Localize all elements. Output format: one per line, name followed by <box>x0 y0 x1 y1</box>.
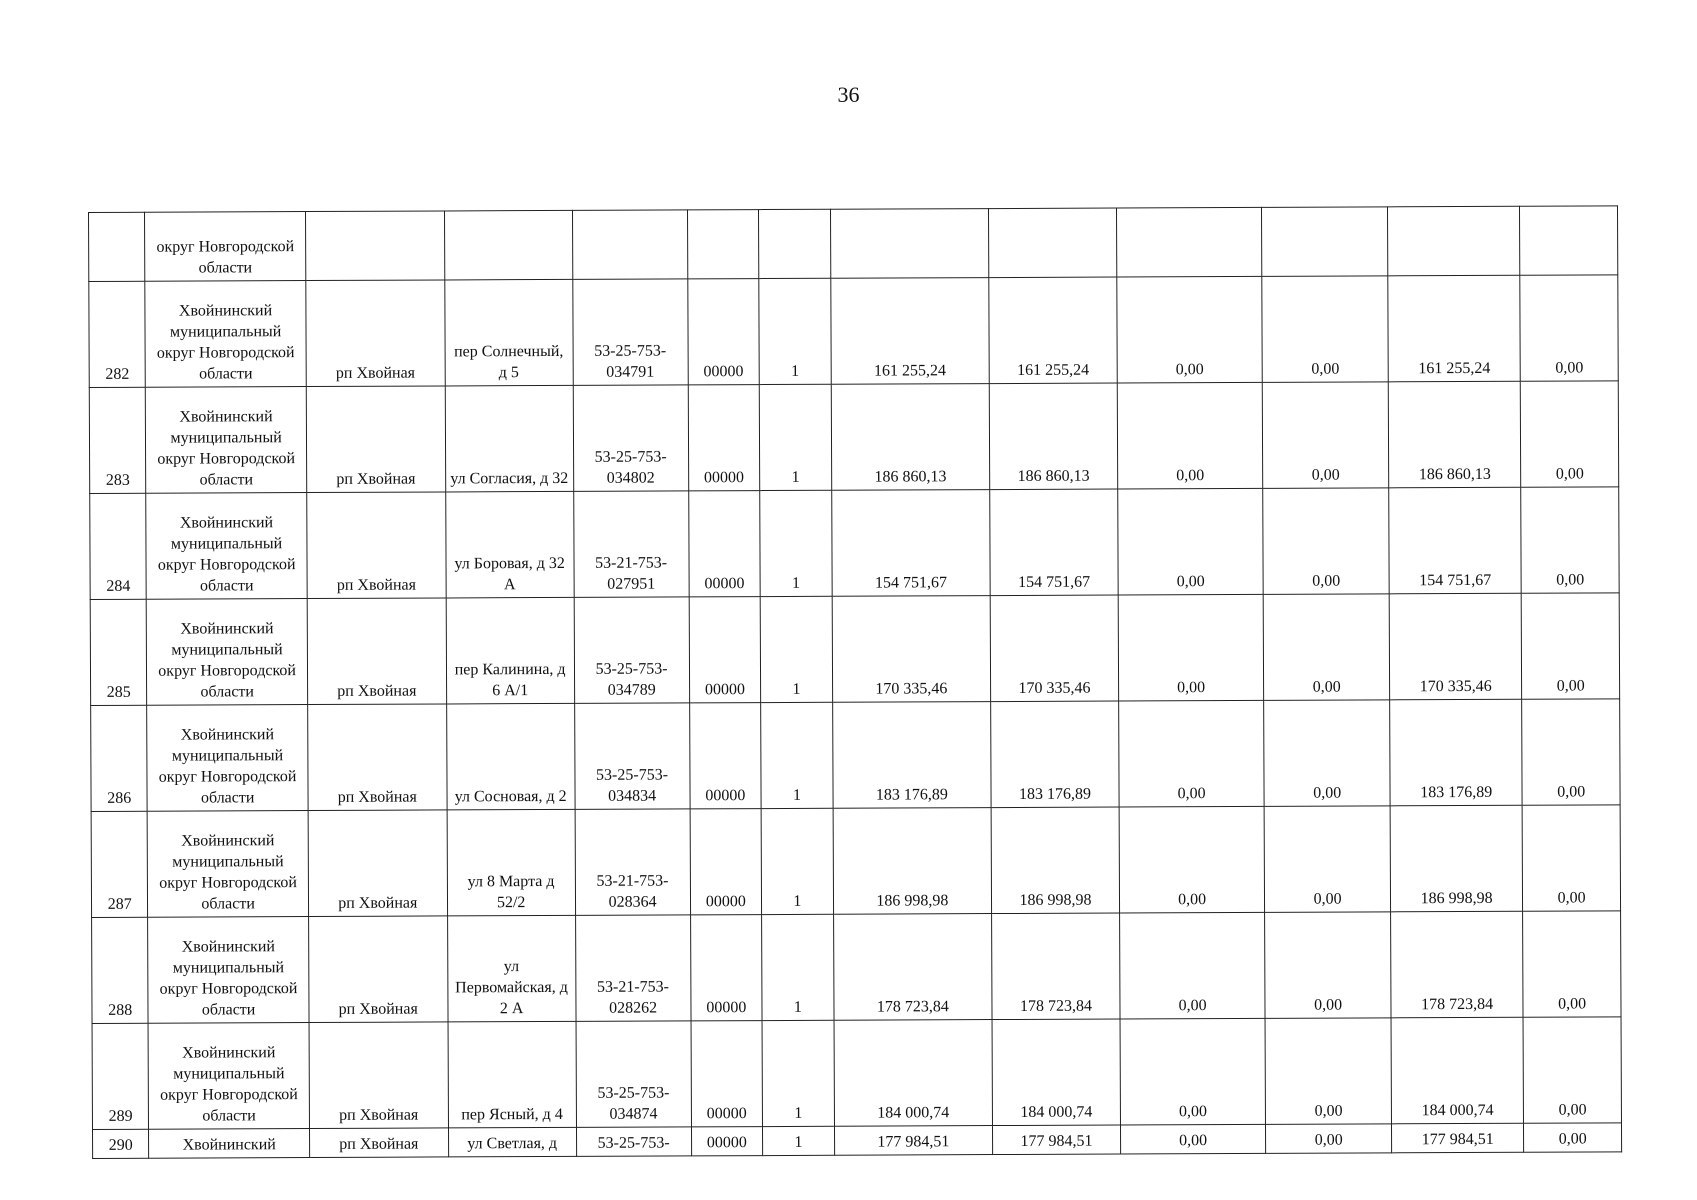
cell-amount3: 0,00 <box>1264 700 1390 807</box>
cell-no <box>89 212 146 281</box>
cell-amount2: 0,00 <box>1120 1124 1265 1154</box>
cell-municipality: Хвойнинский муниципальный округ Новгородской области <box>146 387 307 494</box>
cell-amount3: 0,00 <box>1263 594 1389 701</box>
cell-amount2 <box>1116 207 1262 277</box>
cell-amount3: 0,00 <box>1265 912 1391 1019</box>
cell-municipality: Хвойнинский муниципальный округ Новгородской области <box>148 1023 309 1130</box>
cell-code: 53-25-753-034789 <box>574 597 689 704</box>
cell-code: 53-25-753-034874 <box>576 1021 691 1128</box>
cell-total <box>830 209 989 279</box>
cell-address: ул Светлая, д <box>448 1127 576 1157</box>
cell-amount5: 0,00 <box>1523 1017 1621 1123</box>
cell-amount4: 154 751,67 <box>1389 487 1522 594</box>
cell-address: пер Калинина, д 6 А/1 <box>446 597 574 704</box>
cell-municipality: Хвойнинский муниципальный округ Новгородской области <box>147 599 308 706</box>
cell-qty: 1 <box>759 384 831 490</box>
cell-amount4: 186 998,98 <box>1390 805 1523 912</box>
cell-municipality: Хвойнинский муниципальный округ Новгородской области <box>148 917 309 1024</box>
cell-amount5 <box>1520 206 1618 275</box>
cell-amount4 <box>1388 206 1521 276</box>
cell-amount4: 183 176,89 <box>1390 699 1523 806</box>
table-body <box>89 206 1622 1159</box>
cell-amount1: 161 255,24 <box>989 277 1117 384</box>
cell-amount2: 0,00 <box>1118 594 1264 701</box>
cell-no: 289 <box>92 1023 149 1129</box>
cell-amount2: 0,00 <box>1120 1018 1266 1125</box>
cell-no: 283 <box>89 387 146 493</box>
cell-municipality: Хвойнинский <box>149 1129 310 1159</box>
cell-amount2: 0,00 <box>1118 488 1264 595</box>
cell-settlement: рп Хвойная <box>307 492 446 599</box>
cell-address: ул 8 Марта д 52/2 <box>447 809 575 916</box>
cell-code: 53-25-753-034834 <box>574 703 689 810</box>
page-number: 36 <box>837 82 860 107</box>
cell-address: ул Сосновая, д 2 <box>446 703 574 810</box>
cell-settlement: рп Хвойная <box>309 1022 448 1129</box>
table-row <box>91 805 1620 918</box>
cell-code2: 00000 <box>689 597 761 703</box>
cell-no: 285 <box>90 599 147 705</box>
cell-code: 53-21-753-028364 <box>575 809 690 916</box>
cell-amount1: 170 335,46 <box>990 595 1118 702</box>
cell-code2: 00000 <box>690 809 762 915</box>
table-row <box>89 275 1618 388</box>
cell-address: пер Ясный, д 4 <box>448 1021 576 1128</box>
cell-amount5: 0,00 <box>1521 487 1619 593</box>
cell-amount1: 154 751,67 <box>990 489 1118 596</box>
cell-amount3 <box>1262 207 1388 277</box>
cell-amount5: 0,00 <box>1522 699 1620 805</box>
cell-code <box>572 210 687 280</box>
cell-settlement <box>305 211 444 281</box>
cell-amount5: 0,00 <box>1522 805 1620 911</box>
cell-code2: 00000 <box>691 1127 763 1156</box>
cell-qty: 1 <box>760 596 832 702</box>
cell-code2: 00000 <box>690 915 762 1021</box>
cell-qty: 1 <box>763 1126 835 1155</box>
cell-no: 284 <box>90 493 147 599</box>
cell-qty <box>759 209 831 278</box>
cell-code2: 00000 <box>687 279 759 385</box>
cell-code: 53-25-753- <box>576 1127 691 1157</box>
table-row-continued <box>89 206 1618 282</box>
cell-amount5: 0,00 <box>1520 275 1618 381</box>
cell-amount3: 0,00 <box>1265 1018 1391 1125</box>
cell-amount2: 0,00 <box>1120 912 1266 1019</box>
cell-municipality: округ Новгородской области <box>145 212 306 282</box>
cell-amount1: 183 176,89 <box>991 701 1119 808</box>
cell-no: 290 <box>93 1129 150 1158</box>
cell-amount3: 0,00 <box>1264 806 1390 913</box>
cell-amount5: 0,00 <box>1521 381 1619 487</box>
cell-code2: 00000 <box>688 385 760 491</box>
cell-amount3: 0,00 <box>1262 382 1388 489</box>
cell-qty: 1 <box>760 490 832 596</box>
cell-total: 183 176,89 <box>832 702 991 809</box>
cell-no: 287 <box>91 811 148 917</box>
cell-amount2: 0,00 <box>1117 382 1263 489</box>
register-table <box>88 205 1622 1159</box>
cell-amount5: 0,00 <box>1523 911 1621 1017</box>
cell-code: 53-25-753-034802 <box>573 385 688 492</box>
table-row <box>90 593 1619 706</box>
cell-settlement: рп Хвойная <box>308 810 447 917</box>
cell-total: 161 255,24 <box>830 278 989 385</box>
cell-amount4: 186 860,13 <box>1388 381 1521 488</box>
cell-amount1 <box>988 208 1116 278</box>
cell-code: 53-25-753-034791 <box>572 279 687 386</box>
cell-code2: 00000 <box>688 491 760 597</box>
cell-amount3: 0,00 <box>1266 1124 1392 1154</box>
cell-qty: 1 <box>761 702 833 808</box>
cell-settlement: рп Хвойная <box>306 386 445 493</box>
cell-amount5: 0,00 <box>1524 1123 1622 1152</box>
cell-total: 178 723,84 <box>833 914 992 1021</box>
cell-settlement: рп Хвойная <box>306 280 445 387</box>
table-row <box>91 699 1620 812</box>
cell-amount4: 178 723,84 <box>1391 911 1524 1018</box>
cell-total: 154 751,67 <box>831 490 990 597</box>
cell-amount2: 0,00 <box>1119 700 1265 807</box>
cell-address <box>444 210 572 280</box>
cell-settlement: рп Хвойная <box>308 704 447 811</box>
cell-address: ул Первомайская, д 2 А <box>447 915 575 1022</box>
cell-amount1: 177 984,51 <box>992 1125 1120 1155</box>
cell-code2 <box>687 210 759 279</box>
cell-amount1: 184 000,74 <box>992 1019 1120 1126</box>
table-row <box>89 381 1618 494</box>
cell-no: 286 <box>91 705 148 811</box>
table-row-last <box>93 1123 1622 1159</box>
cell-amount1: 186 998,98 <box>991 807 1119 914</box>
cell-amount1: 186 860,13 <box>989 383 1117 490</box>
cell-amount4: 170 335,46 <box>1389 593 1522 700</box>
cell-qty: 1 <box>761 808 833 914</box>
cell-settlement: рп Хвойная <box>308 916 447 1023</box>
cell-code2: 00000 <box>689 703 761 809</box>
cell-amount4: 184 000,74 <box>1391 1017 1524 1124</box>
table-row <box>92 1017 1621 1130</box>
cell-total: 186 860,13 <box>831 384 990 491</box>
cell-amount3: 0,00 <box>1262 276 1388 383</box>
cell-address: пер Солнечный, д 5 <box>444 279 572 386</box>
cell-total: 177 984,51 <box>834 1126 992 1156</box>
cell-amount4: 161 255,24 <box>1388 275 1521 382</box>
cell-address: ул Боровая, д 32 А <box>445 491 573 598</box>
cell-code: 53-21-753-028262 <box>575 915 690 1022</box>
cell-settlement: рп Хвойная <box>307 598 446 705</box>
table-row <box>92 911 1621 1024</box>
cell-qty: 1 <box>759 278 831 384</box>
cell-amount2: 0,00 <box>1117 276 1263 383</box>
table-row <box>90 487 1619 600</box>
cell-total: 186 998,98 <box>833 808 992 915</box>
cell-municipality: Хвойнинский муниципальный округ Новгородской области <box>147 705 308 812</box>
cell-municipality: Хвойнинский муниципальный округ Новгородской области <box>145 281 306 388</box>
cell-qty: 1 <box>762 914 834 1020</box>
cell-total: 170 335,46 <box>832 596 991 703</box>
cell-settlement: рп Хвойная <box>309 1128 448 1158</box>
cell-no: 282 <box>89 281 146 387</box>
cell-qty: 1 <box>762 1020 834 1126</box>
cell-amount4: 177 984,51 <box>1392 1123 1524 1153</box>
cell-code2: 00000 <box>691 1021 763 1127</box>
cell-municipality: Хвойнинский муниципальный округ Новгородской области <box>147 811 308 918</box>
cell-total: 184 000,74 <box>834 1020 993 1127</box>
cell-amount5: 0,00 <box>1521 593 1619 699</box>
cell-amount3: 0,00 <box>1263 488 1389 595</box>
cell-address: ул Согласия, д 32 <box>445 385 573 492</box>
cell-code: 53-21-753-027951 <box>573 491 688 598</box>
cell-municipality: Хвойнинский муниципальный округ Новгородской области <box>146 493 307 600</box>
cell-amount2: 0,00 <box>1119 806 1265 913</box>
cell-no: 288 <box>92 917 149 1023</box>
cell-amount1: 178 723,84 <box>992 913 1120 1020</box>
